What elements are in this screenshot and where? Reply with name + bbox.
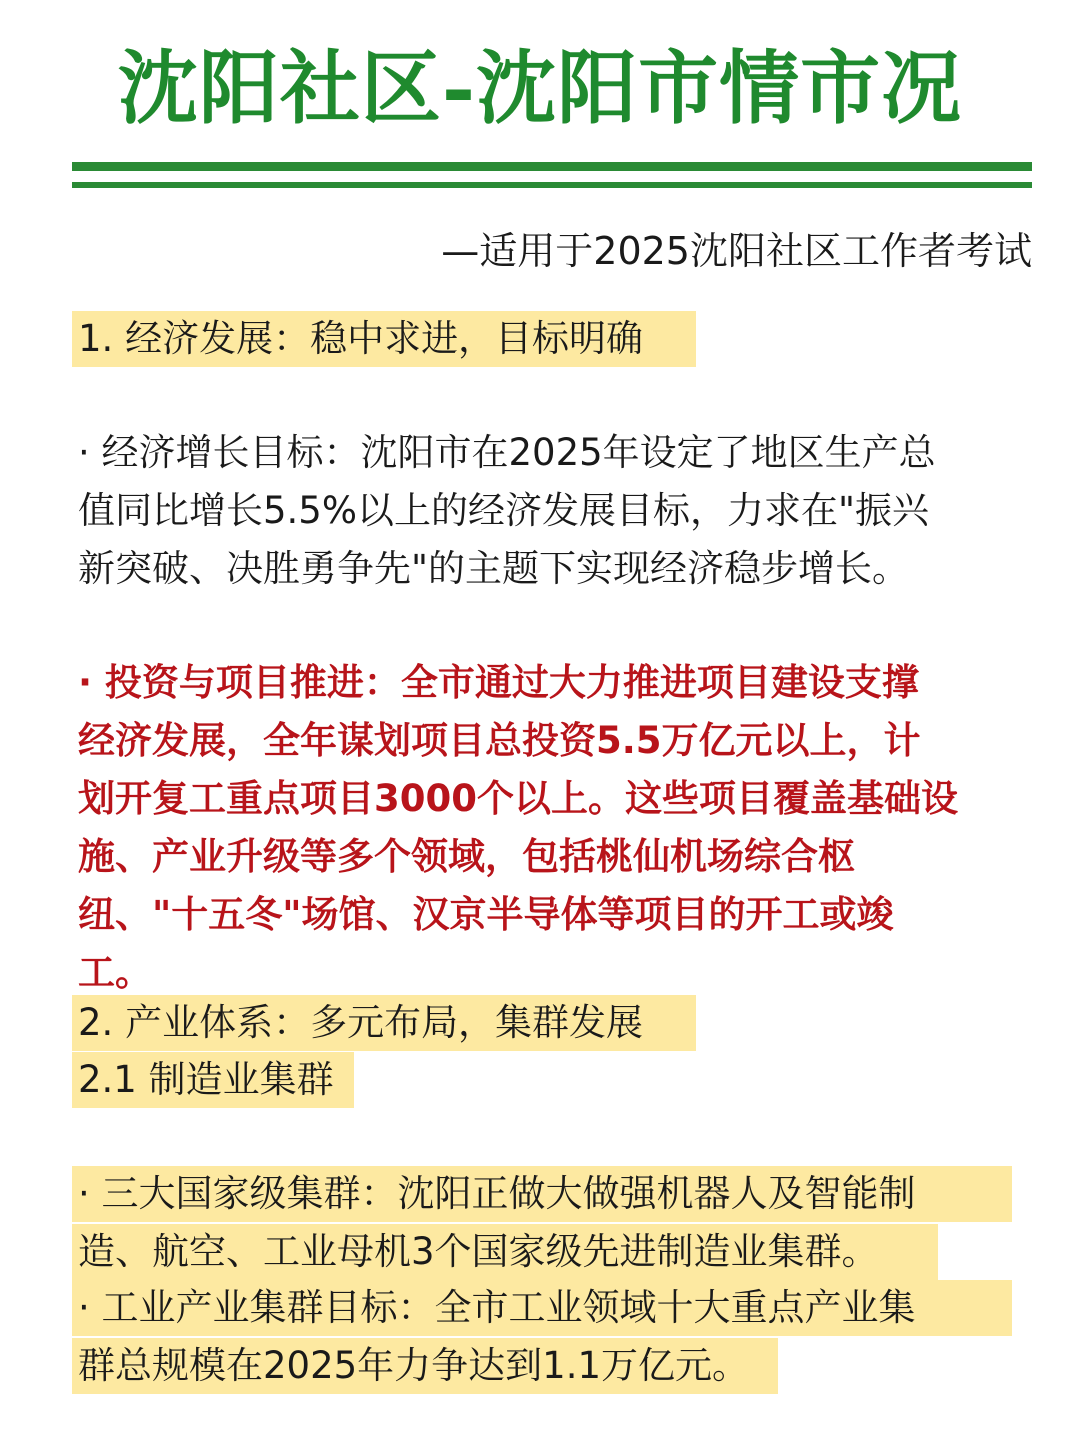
paragraph-line: 值同比增长5.5%以上的经济发展目标，力求在"振兴: [78, 489, 930, 532]
paragraph-industrial-cluster-goal: [78, 1279, 1038, 1395]
title-divider-thick: [72, 162, 1032, 171]
paragraph-national-clusters: [78, 1165, 1038, 1281]
paragraph-line: 划开复工重点项目3000个以上。这些项目覆盖基础设: [78, 777, 958, 820]
paragraph-line: 纽、"十五冬"场馆、汉京半导体等项目的开工或竣: [78, 893, 894, 936]
paragraph-line: · 三大国家级集群：沈阳正做大做强机器人及智能制: [78, 1172, 916, 1215]
section-heading-industry: [78, 994, 1038, 1052]
paragraph-growth-target: [78, 424, 1038, 598]
paragraph-line: 造、航空、工业母机3个国家级先进制造业集群。: [78, 1230, 879, 1273]
paragraph-line: · 投资与项目推进：全市通过大力推进项目建设支撑: [78, 661, 919, 704]
paragraph-investment: [78, 654, 1038, 1002]
paragraph-line: 经济发展，全年谋划项目总投资5.5万亿元以上，计: [78, 719, 921, 762]
section-subheading-manufacturing: [78, 1051, 1038, 1109]
paragraph-line: 施、产业升级等多个领域，包括桃仙机场综合枢: [78, 835, 855, 878]
paragraph-line: 新突破、决胜勇争先"的主题下实现经济稳步增长。: [78, 547, 910, 590]
paragraph-line: · 经济增长目标：沈阳市在2025年设定了地区生产总: [78, 431, 936, 474]
paragraph-line: 工。: [78, 951, 152, 994]
paragraph-line: 群总规模在2025年力争达到1.1万亿元。: [78, 1344, 750, 1387]
heading-text: 2. 产业体系：多元布局，集群发展: [78, 1001, 644, 1044]
page-title: 沈阳社区-沈阳市情市况: [117, 41, 963, 135]
subheading-text: 2.1 制造业集群: [78, 1058, 334, 1101]
paragraph-line: · 工业产业集群目标：全市工业领域十大重点产业集: [78, 1286, 916, 1329]
title-divider-thin: [72, 182, 1032, 188]
heading-text: 1. 经济发展：稳中求进，目标明确: [78, 317, 644, 360]
page-subtitle: —适用于2025沈阳社区工作者考试: [441, 229, 1032, 273]
section-heading-economy: [78, 310, 1038, 368]
